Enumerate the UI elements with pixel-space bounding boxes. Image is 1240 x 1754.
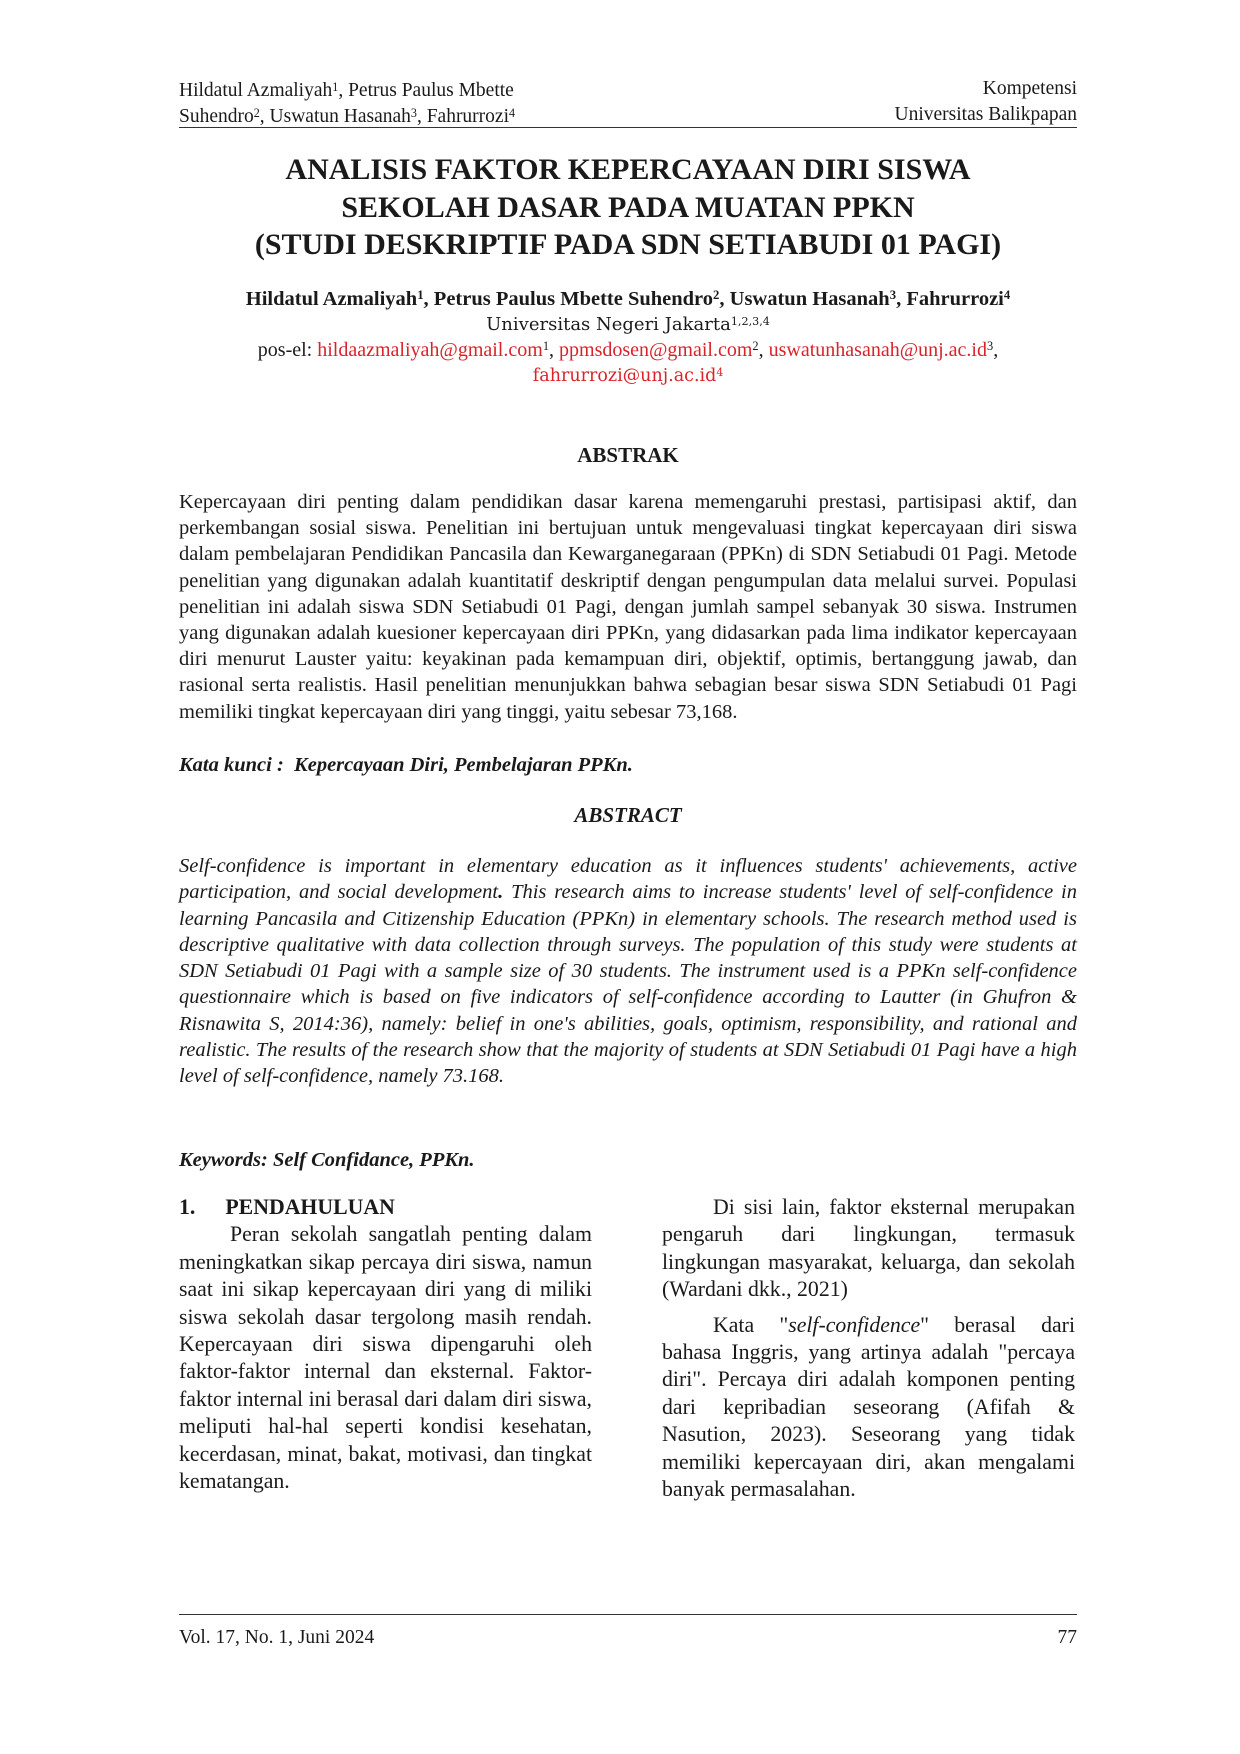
abstrak-text: Kepercayaan diri penting dalam pendidikan dasar karena memengaruhi prestasi, partisipasi aktif, dan perkembangan sosial siswa. Penelitian ini bertujuan untuk mengevaluasi tingkat kepercayaan diri siswa dalam pembelajaran Pendidikan Pancasila dan Kewarganegaraan (PPKn) di SDN Setiabudi 01 Pagi. Metode penelitian yang digunakan adalah kuantitatif deskriptif dengan pengumpulan data melalui survei. Populasi penelitian ini adalah siswa SDN Setiabudi 01 Pagi, dengan jumlah sampel sebanyak 30 siswa. Instrumen yang digunakan adalah kuesioner kepercayaan diri PPKn, yang didasarkan pada lima indikator kepercayaan diri menurut Lauster yaitu: keyakinan pada kemampuan diri, objektif, optimis, bertanggung jawab, dan rasional serta realistis. Hasil penelitian menunjukkan bahwa sebagian besar siswa SDN Setiabudi 01 Pagi memiliki tingkat kepercayaan diri yang tinggi, yaitu sebesar 73,168.	[179, 491, 1077, 723]
email-link-1[interactable]: hildaazmaliyah@gmail.com	[317, 339, 543, 361]
author-name: Hildatul Azmaliyah	[245, 288, 418, 310]
author-separator: ,	[719, 288, 730, 310]
body-paragraph: Peran sekolah sangatlah penting dalam meningkatkan sikap percaya diri siswa, namun saat ini sikap kepercayaan diri yang di miliki siswa sekolah dasar tergolong masih rendah. Kepercayaan diri siswa dipengaruhi oleh faktor-faktor internal dan eksternal. Faktor-faktor internal ini berasal dari dalam diri siswa, meliputi hal-hal seperti kondisi kesehatan, kecerdasan, minat, bakat, motivasi, dan tingkat kematangan.	[179, 1222, 592, 1494]
email-link-2[interactable]: ppmsdosen@gmail.com	[559, 339, 753, 361]
page-number: 77	[1057, 1627, 1077, 1648]
affiliation	[179, 312, 1077, 337]
running-header-line-1	[179, 78, 515, 104]
body-column-right	[662, 1194, 1075, 1503]
header-author-2a: , Petrus Paulus Mbette	[338, 80, 514, 101]
paragraph-text: Kata "	[713, 1312, 789, 1337]
email-link-3[interactable]: uswatunhasanah@unj.ac.id	[768, 339, 987, 361]
title-line-3: (STUDI DESKRIPTIF PADA SDN SETIABUDI 01 PAGI)	[254, 228, 1002, 261]
paragraph-emphasis: self-confidence	[788, 1312, 921, 1337]
affiliation-name: Universitas Negeri Jakarta	[486, 314, 731, 335]
running-header-journal	[895, 76, 1078, 128]
paragraph-text: " berasal dari bahasa Inggris, yang artinya adalah "percaya diri". Percaya diri adalah komponen penting dari kepribadian seseorang (Afifah & Nasution, 2023). Seseorang yang tidak memiliki kepercayaan diri, akan mengalami banyak permasalahan.	[662, 1312, 1075, 1502]
abstract-heading: ABSTRACT	[574, 803, 682, 827]
author-sup: 1	[417, 288, 424, 303]
body-paragraph	[662, 1312, 1075, 1504]
email-label: pos-el:	[257, 339, 318, 361]
author-separator: ,	[423, 288, 434, 310]
abstract-text-part-2: This research aims to increase students' level of self-confidence in learning Pancasila and Citizenship Education (PPKn) in elementary schools. The research method used is descriptive qualitative with data collection through surveys. The population of this study were students at SDN Setiabudi 01 Pagi with a sample size of 30 students. The instrument used is a PPKn self-confidence questionnaire which is based on five indicators of self-confidence according to Lautter (in Ghufron & Risnawita S, 2014:36), namely: belief in one's abilities, goals, optimism, responsibility, and rational and realistic. The results of the research show that the majority of students at SDN Setiabudi 01 Pagi have a high level of self-confidence, namely 73.168.	[179, 881, 1077, 1088]
section-number: 1.	[179, 1195, 196, 1219]
email-sup-3: 3	[986, 339, 994, 354]
title-line-1: ANALISIS FAKTOR KEPERCAYAAN DIRI SISWA	[285, 153, 971, 186]
abstract-text-part-1: Self-confidence is important in elementary education as it influences students' achievements, active participation, and social development	[179, 855, 1077, 904]
header-author-3: , Uswatun Hasanah	[259, 106, 411, 127]
title-line-2: SEKOLAH DASAR PADA MUATAN PPKN	[341, 190, 915, 224]
paper-title	[179, 151, 1077, 264]
kata-kunci: Kata kunci : Kepercayaan Diri, Pembelajaran PPKn.	[179, 754, 633, 776]
author-sup: 2	[713, 288, 720, 303]
abstrak-heading: ABSTRAK	[577, 443, 679, 467]
email-sup-2: 2	[752, 339, 759, 354]
author-list	[150, 286, 1106, 312]
author-name: Petrus Paulus Mbette Suhendro	[433, 288, 714, 310]
body-paragraph: Di sisi lain, faktor eksternal merupakan pengaruh dari lingkungan, termasuk lingkungan masyarakat, keluarga, dan sekolah (Wardani dkk., 2021)	[662, 1195, 1075, 1302]
email-line: pos-el: hildaazmaliyah@gmail.com$^1$, ppmsdosen@gmail.com$^2$, $uswatunhasanah@unj.ac.id^3$,	[257, 339, 999, 361]
keywords: Keywords: Self Confidance, PPKn.	[179, 1149, 475, 1171]
volume-info: Vol. 17, No. 1, Juni 2024	[179, 1627, 375, 1648]
author-sup: 4	[1003, 288, 1011, 303]
header-divider	[179, 127, 1077, 128]
email-sup-4: 4	[716, 366, 724, 380]
header-author-2b: Suhendro	[179, 106, 254, 127]
email-link-4[interactable]: fahrurrozi@unj.ac.id	[532, 366, 717, 386]
header-author-4: , Fahrurrozi	[416, 106, 509, 127]
author-separator: ,	[896, 288, 907, 310]
author-name: Uswatun Hasanah	[729, 288, 890, 310]
header-sup-3: 3	[410, 105, 417, 120]
header-sup-4: 4	[509, 105, 516, 120]
email-sup-1: 1	[542, 339, 550, 354]
header-sup-1: 1	[332, 79, 339, 94]
author-name: Fahrurrozi	[906, 288, 1004, 310]
section-heading	[179, 1194, 592, 1221]
affiliation-sup: 1,2,3,4	[730, 314, 770, 328]
abstract-text	[179, 853, 1077, 1090]
journal-name: Kompetensi	[982, 78, 1077, 99]
journal-publisher: Universitas Balikpapan	[894, 104, 1077, 125]
abstract-bold-dot: .	[498, 881, 504, 904]
header-author-1: Hildatul Azmaliyah	[179, 80, 333, 101]
body-column-left	[179, 1194, 592, 1495]
section-title: PENDAHULUAN	[225, 1195, 395, 1219]
header-sup-2: 2	[253, 105, 260, 120]
author-sup: 3	[889, 288, 897, 303]
running-header-authors	[179, 78, 515, 130]
email-line-2	[179, 364, 1077, 388]
footer-divider	[179, 1614, 1077, 1615]
